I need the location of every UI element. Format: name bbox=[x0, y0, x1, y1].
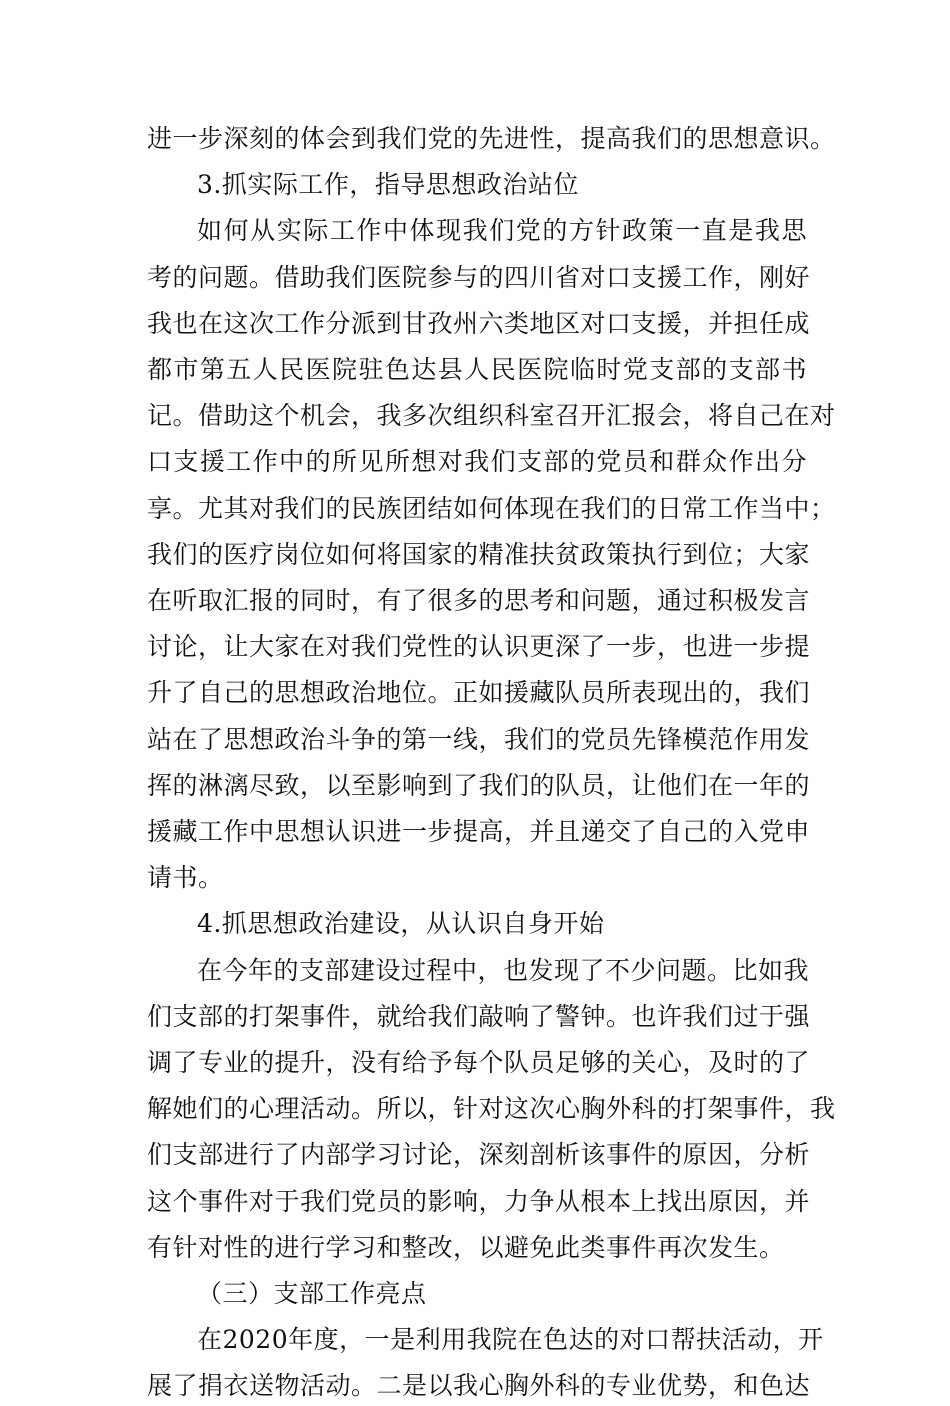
paragraph-line: 在今年的支部建设过程中，也发现了不少问题。比如我 bbox=[197, 955, 810, 985]
paragraph-line: 考的问题。借助我们医院参与的四川省对口支援工作，刚好 bbox=[147, 262, 811, 292]
paragraph-line: 这个事件对于我们党员的影响，力争从根本上找出原因，并 bbox=[147, 1186, 811, 1216]
paragraph-line: 请书。 bbox=[147, 863, 224, 893]
paragraph-line: 展了捐衣送物活动。二是以我心胸外科的专业优势，和色达 bbox=[147, 1371, 811, 1401]
paragraph-line: 们支部进行了内部学习讨论，深刻剖析该事件的原因，分析 bbox=[147, 1140, 811, 1170]
paragraph-line: 有针对性的进行学习和整改，以避免此类事件再次发生。 bbox=[147, 1232, 785, 1262]
paragraph-line: 们支部的打架事件，就给我们敲响了警钟。也许我们过于强 bbox=[147, 1001, 811, 1031]
paragraph-line: 我也在这次工作分派到甘孜州六类地区对口支援，并担任成 bbox=[147, 308, 811, 338]
paragraph-line: 援藏工作中思想认识进一步提高，并且递交了自己的入党申 bbox=[147, 817, 811, 846]
section-heading: 4.抓思想政治建设，从认识自身开始 bbox=[197, 909, 605, 939]
paragraph-line: 享。尤其对我们的民族团结如何体现在我们的日常工作当中； bbox=[147, 493, 836, 523]
section-heading: 3.抓实际工作，指导思想政治站位 bbox=[197, 170, 579, 200]
paragraph-line: 记。借助这个机会，我多次组织科室召开汇报会，将自己在对 bbox=[147, 401, 836, 431]
paragraph-line: 挥的淋漓尽致，以至影响到了我们的队员，让他们在一年的 bbox=[147, 770, 811, 800]
section-heading: （三）支部工作亮点 bbox=[197, 1279, 427, 1308]
paragraph-line: 解她们的心理活动。所以，针对这次心胸外科的打架事件，我 bbox=[147, 1094, 836, 1124]
paragraph-line: 在听取汇报的同时，有了很多的思考和问题，通过积极发言 bbox=[147, 586, 811, 615]
paragraph-line: 升了自己的思想政治地位。正如援藏队员所表现出的，我们 bbox=[147, 678, 811, 708]
paragraph-line: 调了专业的提升，没有给予每个队员足够的关心，及时的了 bbox=[147, 1048, 811, 1077]
paragraph-line: 讨论，让大家在对我们党性的认识更深了一步，也进一步提 bbox=[147, 632, 811, 662]
paragraph-line: 口支援工作中的所见所想对我们支部的党员和群众作出分 bbox=[147, 447, 807, 477]
paragraph-line: 我们的医疗岗位如何将国家的精准扶贫政策执行到位；大家 bbox=[147, 539, 811, 569]
paragraph-line: 进一步深刻的体会到我们党的先进性，提高我们的思想意识。 bbox=[147, 124, 836, 153]
paragraph-line: 都市第五人民医院驻色达县人民医院临时党支部的支部书 bbox=[147, 355, 807, 384]
paragraph-line: 站在了思想政治斗争的第一线，我们的党员先锋模范作用发 bbox=[147, 724, 811, 754]
paragraph-line: 在2020年度，一是利用我院在色达的对口帮扶活动，开 bbox=[197, 1325, 824, 1355]
paragraph-line: 如何从实际工作中体现我们党的方针政策一直是我思 bbox=[197, 216, 807, 246]
